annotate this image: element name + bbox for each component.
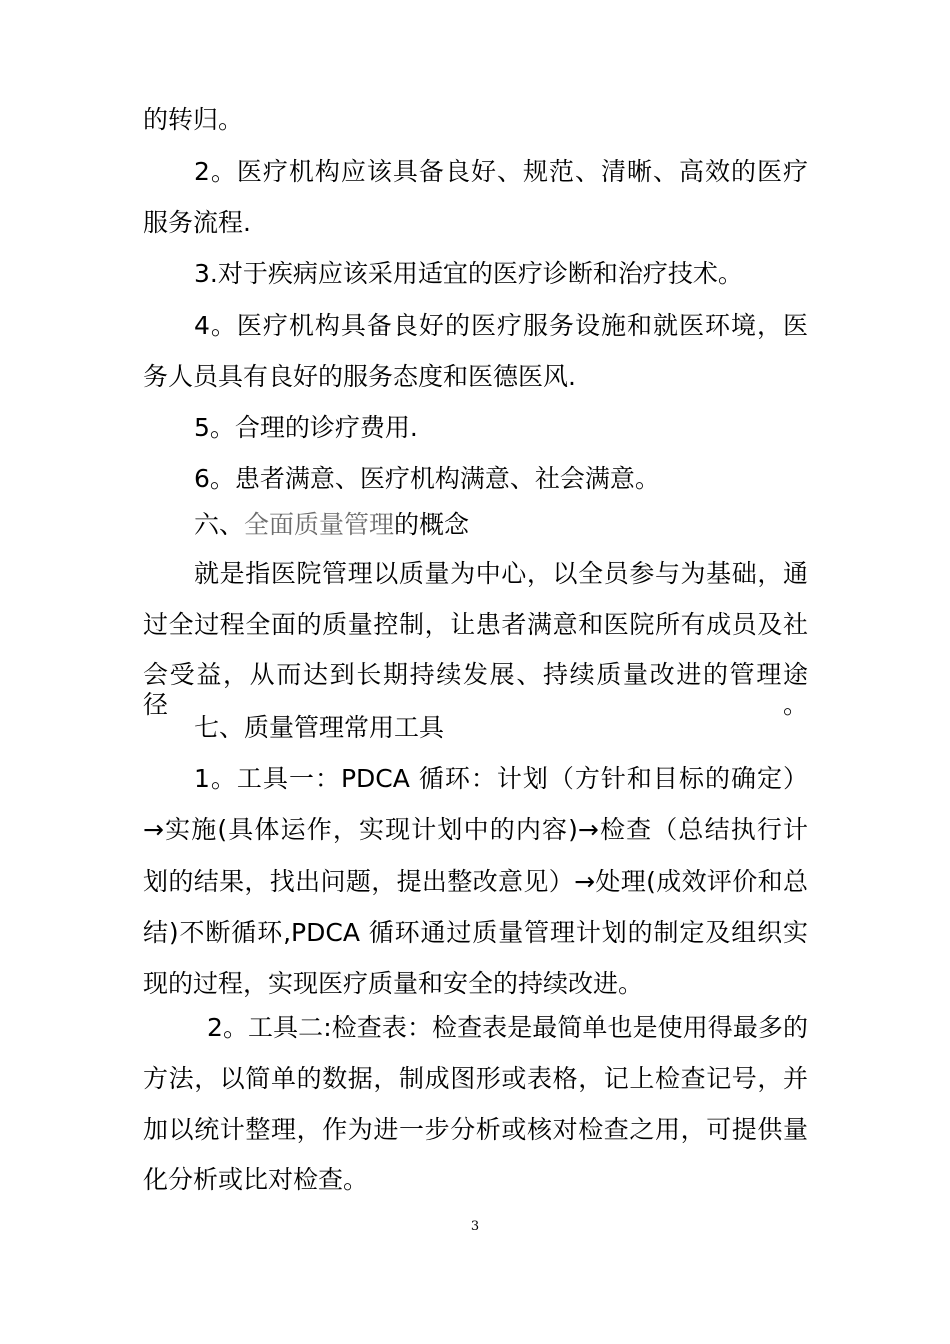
text-line: →实施(具体运作，实现计划中的内容)→检查（总结执行计 (143, 815, 808, 844)
heading-suffix: 的概念 (394, 510, 470, 539)
text-line: 会受益，从而达到长期持续发展、持续质量改进的管理途径。 (143, 660, 808, 719)
text-line: 现的过程，实现医疗质量和安全的持续改进。 (143, 969, 644, 998)
text-line: 结)不断循环,PDCA 循环通过质量管理计划的制定及组织实 (143, 918, 808, 947)
text-line: 就是指医院管理以质量为中心，以全员参与为基础，通 (194, 559, 808, 588)
text-line: 过全过程全面的质量控制，让患者满意和医院所有成员及社 (143, 610, 808, 639)
text-line: 服务流程. (143, 208, 251, 237)
section-heading-six (194, 510, 808, 540)
text-line: 2。工具二:检查表：检查表是最简单也是使用得最多的 (207, 1013, 808, 1042)
text-line: 6。患者满意、医疗机构满意、社会满意。 (194, 464, 660, 493)
text-line: 方法，以简单的数据，制成图形或表格，记上检查记号，并 (143, 1064, 808, 1093)
page-number: 3 (470, 1219, 480, 1234)
text-line: 的转归。 (143, 105, 244, 134)
text-line: 1。工具一：PDCA 循环：计划（方针和目标的确定） (194, 764, 808, 793)
text-line: 2。医疗机构应该具备良好、规范、清晰、高效的医疗 (194, 157, 808, 186)
text-line: 加以统计整理，作为进一步分析或核对检查之用，可提供量 (143, 1115, 808, 1144)
text-line: 4。医疗机构具备良好的医疗服务设施和就医环境，医 (194, 311, 808, 340)
text-line: 5。合理的诊疗费用. (194, 413, 418, 442)
section-heading-seven: 七、质量管理常用工具 (194, 713, 445, 742)
heading-number: 六、 (194, 510, 245, 539)
text-line: 3.对于疾病应该采用适宜的医疗诊断和治疗技术。 (194, 259, 743, 288)
heading-term: 全面质量管理 (244, 510, 395, 539)
text-line: 化分析或比对检查。 (143, 1165, 369, 1194)
text-line: 划的结果，找出问题，提出整改意见）→处理(成效评价和总 (143, 867, 808, 896)
text-line: 务人员具有良好的服务态度和医德医风. (143, 362, 576, 391)
